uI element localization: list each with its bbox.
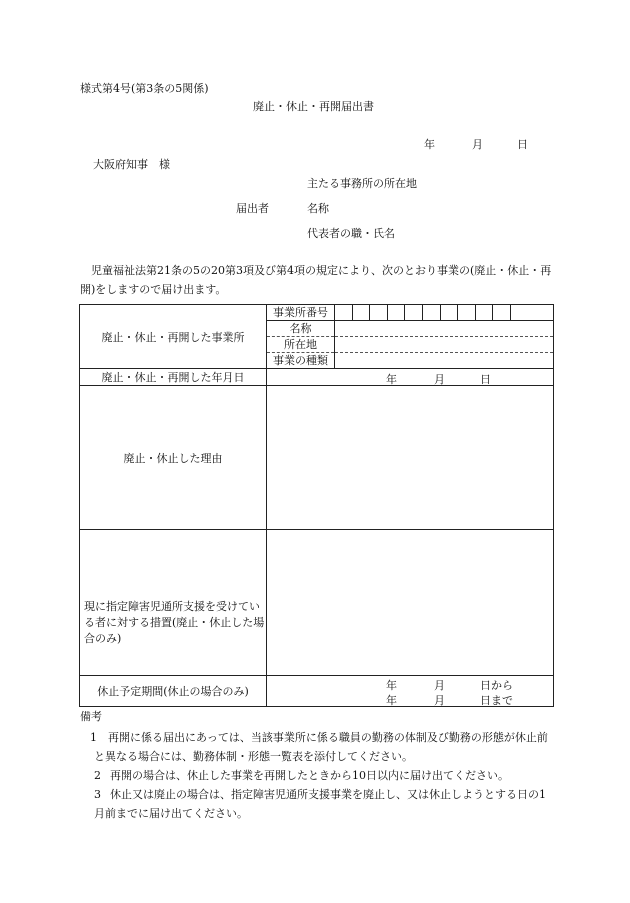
office-no-box[interactable]	[353, 305, 371, 320]
type-input[interactable]	[335, 353, 554, 369]
date-month-label: 月	[472, 138, 483, 151]
closure-year-label: 年	[386, 373, 397, 386]
applicant-label: 届出者	[236, 202, 269, 215]
office-no-box[interactable]	[370, 305, 388, 320]
office-no-box[interactable]	[423, 305, 441, 320]
applicant-name-label: 名称	[307, 202, 329, 215]
type-label-cell	[267, 353, 335, 369]
notification-form-table	[79, 304, 554, 707]
location-label-cell	[267, 337, 335, 353]
office-no-box[interactable]	[458, 305, 476, 320]
office-no-box[interactable]	[388, 305, 406, 320]
addressee: 大阪府知事 様	[93, 158, 170, 171]
note-text: 再開に係る届出にあっては、当該事業所に係る職員の勤務の体制及び勤務の形態が休止前と異なる場合には、勤務体制・形態一覧表を添付してください。	[94, 731, 548, 763]
business-label-cell	[80, 305, 267, 369]
note-number: 2	[94, 769, 101, 782]
reason-label: 廃止・休止した理由	[123, 451, 223, 465]
business-label: 廃止・休止・再開した事業所	[101, 330, 245, 344]
period-to-suffix: 日まで	[480, 694, 513, 707]
document-title: 廃止・休止・再開届出書	[253, 100, 374, 113]
office-no-box[interactable]	[335, 305, 353, 320]
type-label: 事業の種類	[273, 354, 328, 367]
notes-heading: 備考	[80, 710, 102, 723]
period-from-year-label: 年	[386, 679, 397, 692]
closure-day-label: 日	[480, 373, 491, 386]
period-to-month-label: 月	[434, 694, 445, 707]
name-label: 名称	[289, 322, 312, 335]
measures-input[interactable]	[267, 530, 554, 676]
office-no-box[interactable]	[493, 305, 511, 320]
period-label: 休止予定期間(休止の場合のみ)	[97, 685, 249, 698]
office-no-input[interactable]	[335, 305, 554, 321]
name-input[interactable]	[335, 321, 554, 337]
note-number: 1	[90, 731, 97, 744]
closure-date-input[interactable]	[267, 369, 554, 386]
note-item	[80, 785, 554, 823]
measures-label-cell	[80, 530, 267, 676]
period-from-suffix: 日から	[480, 679, 513, 692]
measures-label: 現に指定障害児通所支援を受けている者に対する措置(廃止・休止した場合のみ)	[84, 599, 265, 645]
note-item	[80, 728, 554, 766]
reason-input[interactable]	[267, 386, 554, 530]
location-label: 所在地	[284, 338, 317, 351]
period-to-year-label: 年	[386, 694, 397, 707]
period-from-month-label: 月	[434, 679, 445, 692]
office-no-box[interactable]	[441, 305, 459, 320]
note-number: 3	[94, 788, 101, 801]
applicant-address-label: 主たる事務所の所在地	[307, 177, 417, 190]
reason-label-cell	[80, 386, 267, 530]
note-text: 休止又は廃止の場合は、指定障害児通所支援事業を廃止し、又は休止しようとする日の1月前までに届け出てください。	[94, 788, 546, 820]
note-text: 再開の場合は、休止した事業を再開したときから10日以内に届け出てください。	[110, 769, 509, 782]
applicant-rep-label: 代表者の職・氏名	[307, 227, 395, 240]
note-item	[80, 766, 554, 785]
name-label-cell	[267, 321, 335, 337]
office-no-label-cell	[267, 305, 335, 321]
form-number: 様式第4号(第3条の5関係)	[80, 82, 209, 95]
date-day-label: 日	[517, 138, 528, 151]
period-input[interactable]	[267, 676, 554, 707]
date-year-label: 年	[424, 138, 435, 151]
period-label-cell	[80, 676, 267, 707]
closure-month-label: 月	[434, 373, 445, 386]
date-label-cell	[80, 369, 267, 386]
location-input[interactable]	[335, 337, 554, 353]
intro-paragraph: 児童福祉法第21条の5の20第3項及び第4項の規定により、次のとおり事業の(廃止・休止・再開)をしますので届け出ます。	[80, 264, 552, 296]
closure-date-label: 廃止・休止・再開した年月日	[101, 371, 245, 384]
office-no-label: 事業所番号	[273, 306, 328, 319]
office-no-box[interactable]	[405, 305, 423, 320]
office-no-box[interactable]	[476, 305, 494, 320]
